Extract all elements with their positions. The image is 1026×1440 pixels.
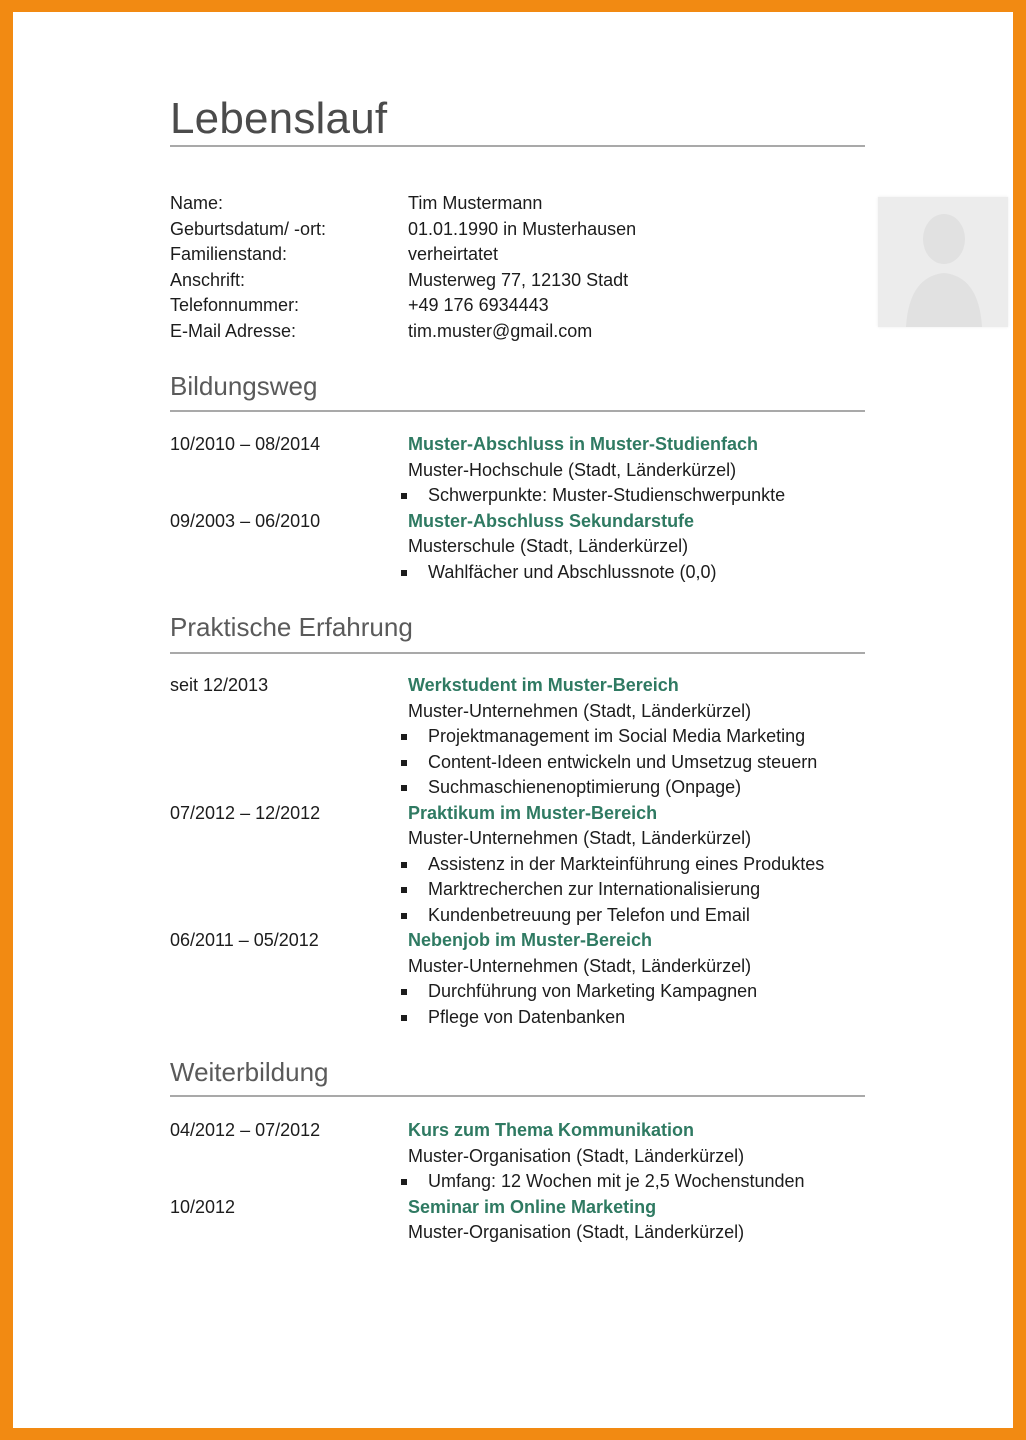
section-divider	[170, 410, 865, 412]
page-title: Lebenslauf	[170, 94, 388, 143]
profile-photo	[878, 197, 1008, 327]
bullet-text: Durchführung von Marketing Kampagnen	[428, 979, 757, 1005]
entry-heading: Nebenjob im Muster-Bereich	[408, 930, 653, 950]
entry-date: 07/2012 – 12/2012	[170, 802, 321, 823]
bullet-text: Content-Ideen entwickeln und Umsetzug steuern	[428, 750, 817, 776]
personal-label: Name:	[170, 193, 224, 213]
bullet-icon	[401, 913, 407, 919]
bullet-text: Assistenz in der Markteinführung eines Produktes	[428, 852, 824, 878]
section-divider	[170, 652, 865, 654]
bullet-icon	[401, 570, 407, 576]
personal-label: Geburtsdatum/ -ort:	[170, 218, 327, 239]
entry-heading: Kurs zum Thema Kommunikation	[408, 1120, 695, 1140]
title-divider	[170, 145, 865, 147]
entry-heading: Seminar im Online Marketing	[408, 1196, 657, 1217]
entry-heading: Muster-Abschluss Sekundarstufe	[408, 510, 695, 531]
section-title-praxis: Praktische Erfahrung	[170, 612, 413, 642]
entry-org: Muster-Hochschule (Stadt, Länderkürzel)	[408, 459, 737, 480]
personal-label: Telefonnummer:	[170, 295, 300, 315]
entry-date: 10/2012	[170, 1196, 236, 1217]
section-title-weiterbildung: Weiterbildung	[170, 1057, 329, 1087]
bullet-icon	[401, 1179, 407, 1185]
bullet-text: Projektmanagement im Social Media Marketing	[428, 724, 805, 750]
bullet-text: Schwerpunkte: Muster-Studienschwerpunkte	[428, 483, 785, 509]
entry-org: Muster-Unternehmen (Stadt, Länderkürzel)	[408, 828, 752, 848]
personal-value: +49 176 6934443	[408, 295, 549, 315]
bullet-icon	[401, 734, 407, 740]
entry-date: 10/2010 – 08/2014	[170, 434, 321, 454]
bullet-text: Marktrecherchen zur Internationalisierung	[428, 877, 760, 903]
entry-org: Muster-Organisation (Stadt, Länderkürzel)	[408, 1145, 745, 1166]
bullet-text: Wahlfächer und Abschlussnote (0,0)	[428, 560, 717, 586]
bullet-text: Suchmaschienenoptimierung (Onpage)	[428, 775, 741, 801]
entry-date: seit 12/2013	[170, 675, 269, 695]
bullet-icon	[401, 862, 407, 868]
entry-org: Muster-Unternehmen (Stadt, Länderkürzel)	[408, 955, 752, 976]
personal-label: E-Mail Adresse:	[170, 320, 297, 341]
entry-org: Muster-Unternehmen (Stadt, Länderkürzel)	[408, 700, 752, 721]
bullet-text: Pflege von Datenbanken	[428, 1005, 625, 1031]
entry-date: 06/2011 – 05/2012	[170, 930, 319, 950]
personal-value: Tim Mustermann	[408, 193, 543, 213]
entry-org: Muster-Organisation (Stadt, Länderkürzel)	[408, 1222, 745, 1242]
bullet-icon	[401, 493, 407, 499]
personal-label: Anschrift:	[170, 269, 246, 290]
entry-org: Musterschule (Stadt, Länderkürzel)	[408, 536, 689, 556]
bullet-text: Kundenbetreuung per Telefon und Email	[428, 903, 750, 929]
section-title-bildung: Bildungsweg	[170, 371, 318, 401]
personal-value: Musterweg 77, 12130 Stadt	[408, 269, 629, 290]
bullet-icon	[401, 760, 407, 766]
bullet-icon	[401, 785, 407, 791]
personal-value: 01.01.1990 in Musterhausen	[408, 218, 637, 239]
section-divider	[170, 1095, 865, 1097]
entry-date: 04/2012 – 07/2012	[170, 1120, 321, 1140]
entry-date: 09/2003 – 06/2010	[170, 510, 321, 531]
bullet-icon	[401, 989, 407, 995]
entry-heading: Muster-Abschluss in Muster-Studienfach	[408, 434, 759, 454]
bullet-icon	[401, 887, 407, 893]
cv-page	[13, 12, 1013, 1428]
bullet-icon	[401, 1015, 407, 1021]
person-silhouette-icon	[878, 197, 1008, 327]
personal-value: tim.muster@gmail.com	[408, 320, 593, 341]
entry-heading: Praktikum im Muster-Bereich	[408, 802, 658, 823]
personal-value: verheirtatet	[408, 244, 499, 264]
entry-heading: Werkstudent im Muster-Bereich	[408, 675, 679, 695]
personal-label: Familienstand:	[170, 244, 288, 264]
bullet-text: Umfang: 12 Wochen mit je 2,5 Wochenstunden	[428, 1169, 805, 1195]
